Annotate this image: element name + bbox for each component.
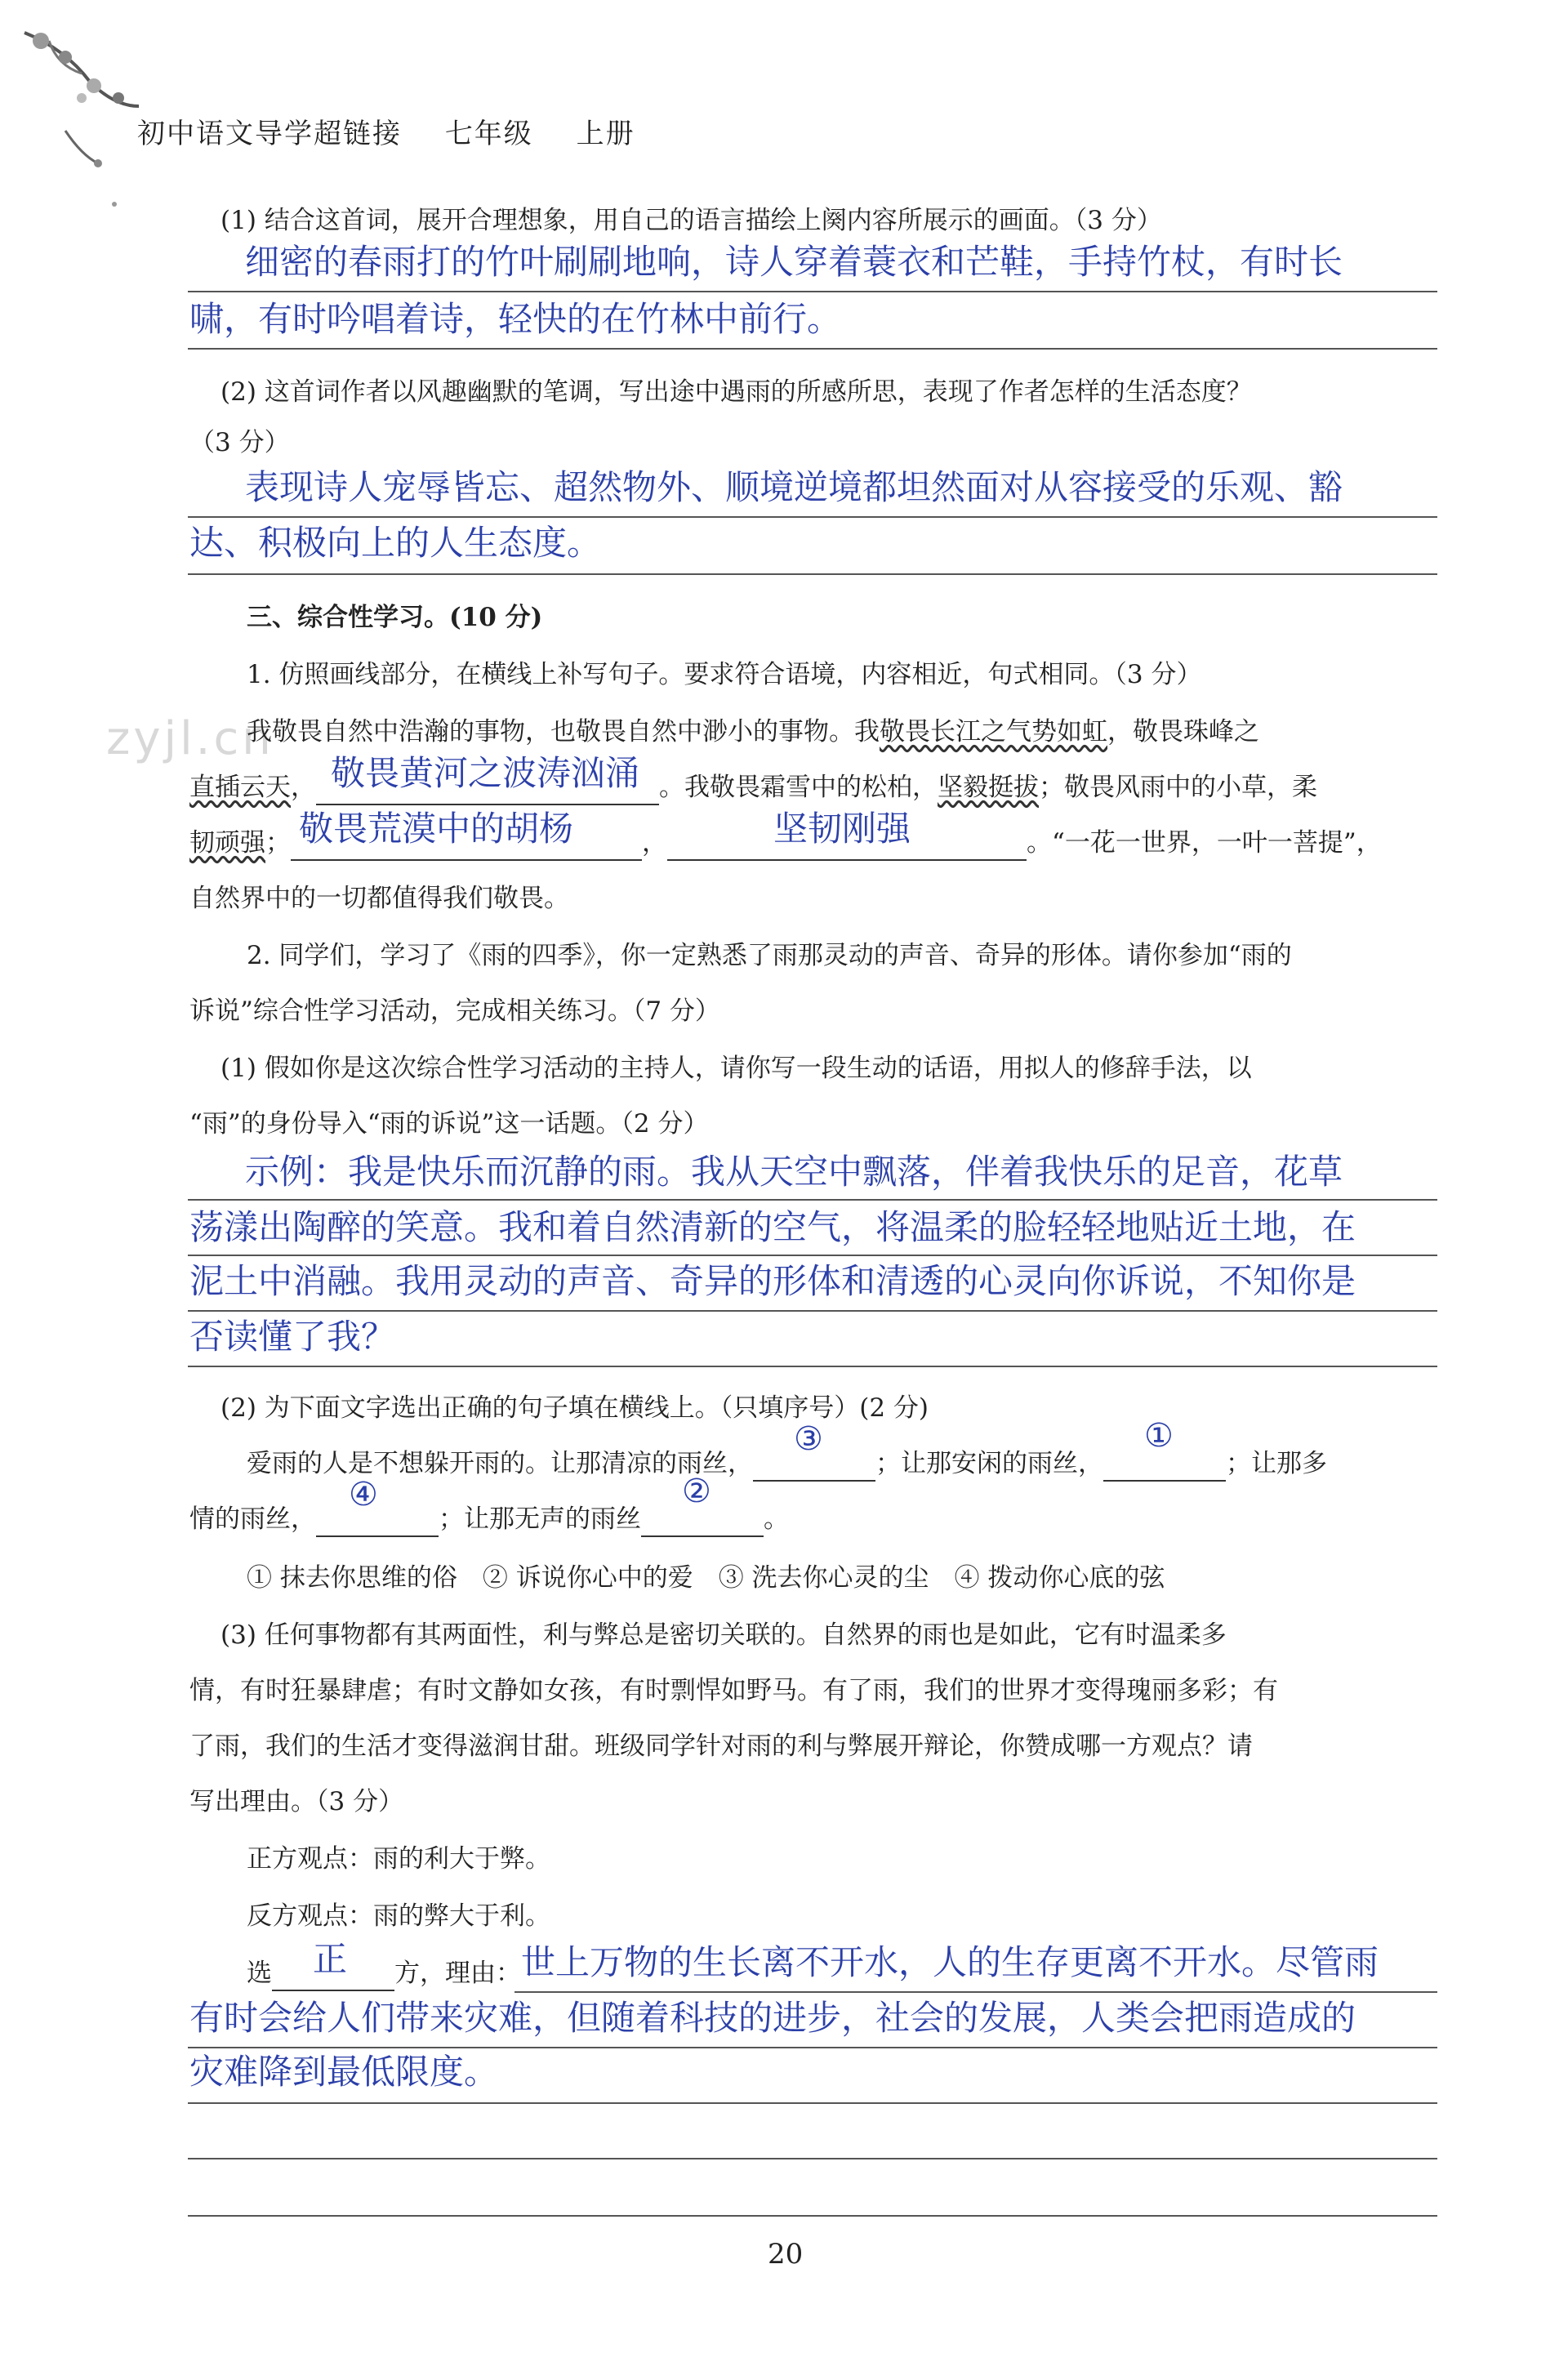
answer-rule xyxy=(188,2102,1437,2104)
answer-rule xyxy=(188,1199,1437,1201)
choose-answer: 正 xyxy=(313,1939,348,1979)
item1-text: ，敬畏珠峰之 xyxy=(1107,717,1259,747)
item1-text: ； xyxy=(265,828,291,858)
book-title: 初中语文导学超链接 xyxy=(137,118,402,150)
sub1-answer-line2: 荡漾出陶醉的笑意。我和着自然清新的空气，将温柔的脸轻轻地贴近土地，在 xyxy=(189,1207,1356,1247)
answer-rule xyxy=(188,1255,1437,1256)
q2-answer-line1: 表现诗人宠辱皆忘、超然物外、顺境逆境都坦然面对从容接受的乐观、豁 xyxy=(245,467,1343,507)
answer-rule xyxy=(188,573,1437,575)
sub3-line4: 写出理由。（3 分） xyxy=(189,1787,404,1816)
sub2-options: ① 抹去你思维的俗 ② 诉说你心中的爱 ③ 洗去你心灵的尘 ④ 拨动你心底的弦 xyxy=(247,1563,1165,1593)
sub2-text: 爱雨的人是不想躲开雨的。让那清凉的雨丝， xyxy=(247,1449,753,1478)
q2-prompt-line2: （3 分） xyxy=(189,428,290,457)
con-view: 反方观点：雨的弊大于利。 xyxy=(247,1901,550,1931)
reason-label: 方，理由： xyxy=(394,1959,521,1988)
sub2-text: ；让那安闲的雨丝， xyxy=(875,1449,1103,1478)
item1-model-phrase: 坚毅挺拔 xyxy=(938,773,1039,802)
fill-blank-3[interactable] xyxy=(667,809,1027,861)
sub2-blank-2[interactable] xyxy=(1103,1417,1226,1482)
answer-rule xyxy=(188,2215,1437,2217)
sub1-answer-line3: 泥土中消融。我用灵动的声音、奇异的形体和清透的心灵向你诉说，不知你是 xyxy=(189,1261,1356,1301)
q1-prompt: (1) 结合这首词，展开合理想象，用自己的语言描绘上阕内容所展示的画面。（3 分） xyxy=(220,206,1162,235)
item1-model-phrase: 韧顽强 xyxy=(189,828,265,858)
sub2-answer-4: ② xyxy=(682,1473,711,1510)
item1-model-phrase: 直插云天 xyxy=(189,773,291,802)
watermark: zyjl.cn xyxy=(106,712,274,765)
item2-sub1-line1: (1) 假如你是这次综合性学习活动的主持人，请你写一段生动的话语，用拟人的修辞手法，以 xyxy=(220,1054,1252,1083)
item2-prompt-line1: 2. 同学们，学习了《雨的四季》，你一定熟悉了雨那灵动的声音、奇异的形体。请你参加“雨的 xyxy=(247,941,1292,970)
reason-answer-line2: 有时会给人们带来灾难，但随着科技的进步，社会的发展，人类会把雨造成的 xyxy=(189,1998,1356,2038)
sub2-answer-3: ④ xyxy=(349,1476,378,1513)
item2-sub1-line2: “雨”的身份导入“雨的诉说”这一话题。（2 分） xyxy=(189,1109,709,1139)
sub2-text-line1 xyxy=(247,1417,1327,1482)
item1-text: 。“一花一世界，一叶一菩提”， xyxy=(1027,828,1382,858)
item1-text: ， xyxy=(642,828,667,858)
sub2-text: ；让那无声的雨丝 xyxy=(439,1504,641,1534)
reason-answer-line3: 灾难降到最低限度。 xyxy=(189,2052,499,2092)
fill-blank-2[interactable] xyxy=(291,809,642,861)
item2-prompt-line2: 诉说”综合性学习活动，完成相关练习。（7 分） xyxy=(189,996,720,1026)
q2-prompt-line1: (2) 这首词作者以风趣幽默的笔调，写出途中遇雨的所感所思，表现了作者怎样的生活态度？ xyxy=(220,377,1252,407)
volume: 上册 xyxy=(576,118,635,150)
item1-text-c xyxy=(189,809,1382,861)
item1-text: ， xyxy=(291,773,316,802)
q1-answer-line1: 细密的春雨打的竹叶刷刷地响，诗人穿着蓑衣和芒鞋，手持竹杖，有时长 xyxy=(245,242,1343,282)
item1-text: 。我敬畏霜雪中的松柏， xyxy=(659,773,938,802)
answer-rule xyxy=(188,2158,1437,2159)
q1-answer-line2: 啸，有时吟唱着诗，轻快的在竹林中前行。 xyxy=(189,299,842,339)
page-header xyxy=(137,111,668,151)
answer-rule xyxy=(514,1991,1437,1993)
choose-label: 选 xyxy=(247,1959,272,1988)
sub2-text: 。 xyxy=(764,1504,789,1534)
sub3-line3: 了雨，我们的生活才变得滋润甘甜。班级同学针对雨的利与弊展开辩论，你赞成哪一方观点？请 xyxy=(189,1732,1253,1761)
item1-text: ；敬畏风雨中的小草，柔 xyxy=(1039,773,1317,802)
sub3-line1: (3) 任何事物都有其两面性，利与弊总是密切关联的。自然界的雨也是如此，它有时温柔多 xyxy=(220,1620,1227,1650)
blank-answer-2: 敬畏荒漠中的胡杨 xyxy=(299,809,574,849)
item1-text-a xyxy=(247,715,1259,748)
sub2-answer-1: ③ xyxy=(794,1420,823,1458)
answer-rule xyxy=(188,2047,1437,2048)
sub1-answer-line4: 否读懂了我？ xyxy=(189,1317,396,1357)
page-number: 20 xyxy=(768,2238,804,2271)
answer-rule xyxy=(188,348,1437,350)
plum-branch-illustration xyxy=(16,16,147,212)
item1-text-b xyxy=(189,753,1317,805)
blank-answer-1: 敬畏黄河之波涛汹涌 xyxy=(331,753,640,793)
item1-text: 我敬畏自然中浩瀚的事物，也敬畏自然中渺小的事物。我 xyxy=(247,717,880,747)
reason-answer-line1: 世上万物的生长离不开水，人的生存更离不开水。尽管雨 xyxy=(521,1942,1379,1982)
grade: 七年级 xyxy=(444,118,533,150)
sub2-blank-3[interactable] xyxy=(316,1476,439,1537)
sub1-answer-line1: 示例：我是快乐而沉静的雨。我从天空中飘落，伴着我快乐的足音，花草 xyxy=(245,1152,1343,1192)
sub2-answer-2: ① xyxy=(1144,1417,1174,1455)
item1-model-phrase: 敬畏长江之气势如虹 xyxy=(880,717,1107,747)
sub2-text-line2 xyxy=(189,1473,789,1537)
blank-answer-3: 坚韧刚强 xyxy=(773,809,911,849)
sub2-text: ；让那多 xyxy=(1226,1449,1327,1478)
choose-blank[interactable] xyxy=(272,1939,394,1991)
choose-line xyxy=(247,1939,521,1991)
sub3-line2: 情，有时狂暴肆虐；有时文静如女孩，有时剽悍如野马。有了雨，我们的世界才变得瑰丽多彩；有 xyxy=(189,1676,1278,1705)
q2-answer-line2: 达、积极向上的人生态度。 xyxy=(189,523,602,563)
answer-rule xyxy=(188,1366,1437,1367)
answer-rule xyxy=(188,291,1437,292)
pro-view: 正方观点：雨的利大于弊。 xyxy=(247,1844,550,1874)
item1-prompt: 1. 仿照画线部分，在横线上补写句子。要求符合语境，内容相近，句式相同。（3 分） xyxy=(247,660,1202,689)
fill-blank-1[interactable] xyxy=(316,753,659,805)
item2-sub2-prompt: (2) 为下面文字选出正确的句子填在横线上。（只填序号）(2 分) xyxy=(220,1393,929,1423)
sub2-blank-1[interactable] xyxy=(753,1420,875,1482)
answer-rule xyxy=(188,1310,1437,1312)
answer-rule xyxy=(188,516,1437,518)
section3-title: 三、综合性学习。(10 分) xyxy=(247,603,543,632)
sub2-text: 情的雨丝， xyxy=(189,1504,316,1534)
sub2-blank-4[interactable] xyxy=(641,1473,764,1537)
item1-text-d: 自然界中的一切都值得我们敬畏。 xyxy=(189,884,569,913)
